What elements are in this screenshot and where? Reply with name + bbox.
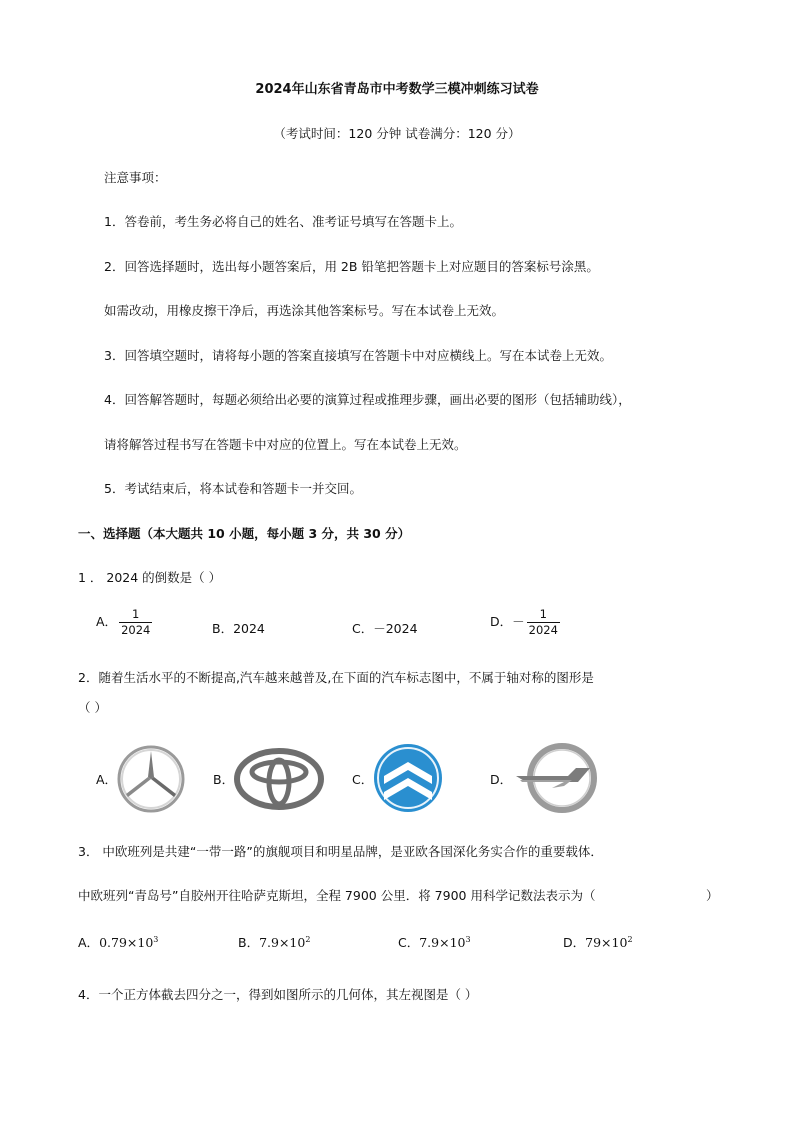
note-item-2-cont: 如需改动，用橡皮擦干净后，再选涂其他答案标号。写在本试卷上无效。 [104, 303, 505, 318]
question-1-option-a [96, 607, 152, 638]
option-label: C． [398, 935, 420, 950]
question-1-option-d [490, 607, 560, 638]
question-4-stem: 4．一个正方体截去四分之一，得到如图所示的几何体，其左视图是（ ） [78, 987, 478, 1002]
question-2-option-a-label: A． [96, 772, 118, 787]
question-2-stem: 2．随着生活水平的不断提高,汽车越来越普及,在下面的汽车标志图中，不属于轴对称的图形是 [78, 670, 594, 685]
question-3-option-c [398, 933, 471, 951]
option-exponent: 2 [305, 934, 311, 944]
toyota-logo [234, 748, 324, 810]
question-2-paren: （ ） [78, 700, 107, 715]
question-3-option-b [238, 933, 310, 951]
opel-logo [512, 742, 604, 814]
option-coefficient: 0.79×10 [99, 935, 154, 950]
fraction-numerator: 1 [527, 607, 560, 623]
changan-logo [372, 742, 444, 814]
option-exponent: 3 [465, 934, 471, 944]
fraction-denominator: 2024 [528, 623, 558, 637]
option-exponent: 2 [627, 934, 633, 944]
question-2-option-d-label: D． [490, 772, 513, 787]
note-item-2: 2．回答选择题时，选出每小题答案后，用 2B 铅笔把答题卡上对应题目的答案标号涂黑。 [104, 259, 599, 274]
option-label: A． [78, 935, 100, 950]
option-d-label: D．－ [490, 614, 525, 629]
option-label: D． [563, 935, 586, 950]
question-3-option-d [563, 933, 633, 951]
fraction [527, 607, 560, 638]
question-3-line-2: 中欧班列“青岛号”自胶州开往哈萨克斯坦，全程 7900 公里．将 7900 用科学记数法表示为（ [78, 888, 596, 903]
note-item-4-cont: 请将解答过程书写在答题卡中对应的位置上。写在本试卷上无效。 [104, 437, 467, 452]
question-3-option-a [78, 933, 158, 951]
option-exponent: 3 [153, 934, 159, 944]
option-label: B． [238, 935, 260, 950]
question-2-option-c-label: C． [352, 772, 374, 787]
option-coefficient: 7.9×10 [259, 935, 306, 950]
question-3-paren-end: ） [706, 888, 719, 903]
question-2-option-b-label: B． [213, 772, 235, 787]
notes-heading: 注意事项： [104, 170, 167, 185]
option-coefficient: 7.9×10 [419, 935, 466, 950]
page-title: 2024年山东省青岛市中考数学三模冲刺练习试卷 [255, 82, 539, 97]
note-item-5: 5．考试结束后，将本试卷和答题卡一并交回。 [104, 481, 362, 496]
mercedes-logo [116, 744, 186, 814]
fraction [119, 607, 152, 638]
question-1-option-c: C．－2024 [352, 621, 418, 636]
note-item-4: 4．回答解答题时，每题必须给出必要的演算过程或推理步骤，画出必要的图形（包括辅助线）， [104, 392, 631, 407]
question-1-option-b: B．2024 [212, 621, 265, 636]
exam-info: （考试时间：120 分钟 试卷满分：120 分） [273, 126, 521, 141]
option-a-label: A． [96, 614, 118, 629]
option-coefficient: 79×10 [585, 935, 628, 950]
fraction-denominator: 2024 [121, 623, 151, 637]
note-item-3: 3．回答填空题时，请将每小题的答案直接填写在答题卡中对应横线上。写在本试卷上无效。 [104, 348, 612, 363]
note-item-1: 1．答卷前，考生务必将自己的姓名、准考证号填写在答题卡上。 [104, 214, 462, 229]
question-3-line-1: 3． 中欧班列是共建“一带一路”的旗舰项目和明星品牌，是亚欧各国深化务实合作的重要载体． [78, 844, 603, 859]
section-heading: 一、选择题（本大题共 10 小题，每小题 3 分，共 30 分） [78, 526, 411, 541]
fraction-numerator: 1 [119, 607, 152, 623]
question-1-stem: 1 ． 2024 的倒数是（ ） [78, 570, 222, 585]
